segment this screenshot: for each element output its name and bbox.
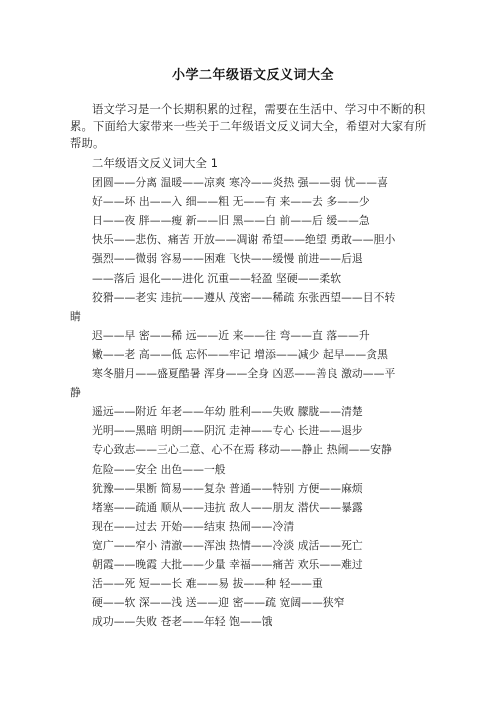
- antonym-line: ——落后 退化——进化 沉重——轻盈 坚硬——柔软: [92, 271, 342, 285]
- antonym-line: 团圆——分离 温暖——凉爽 寒冷——炎热 强——弱 忧——喜: [92, 176, 388, 190]
- antonym-line: 遥远——附近 年老——年幼 胜利——失败 朦胧——清楚: [92, 405, 363, 419]
- antonym-line: 硬——软 深——浅 送——迎 密——疏 宽阔——狭窄: [92, 596, 345, 610]
- antonym-line: 危险——安全 出色——一般: [92, 462, 226, 476]
- intro-paragraph: 语文学习是一个长期积累的过程，需要在生活中、学习中不断的积累。下面给大家带来一些关于二年级语文反义词大全，希望对大家有所帮助。: [70, 103, 427, 150]
- section-heading: 二年级语文反义词大全 1: [92, 157, 219, 170]
- antonym-line: 堵塞——疏通 顺从——违抗 敌人——朋友 潜伏——暴露: [92, 500, 363, 514]
- antonym-line: 寒冬腊月——盛夏酷暑 浑身——全身 凶恶——善良 激动——平: [92, 367, 396, 381]
- antonym-line: 日——夜 胖——瘦 新——旧 黑——白 前——后 缓——急: [92, 214, 370, 228]
- antonym-list: [70, 173, 436, 631]
- antonym-line: 成功——失败 苍老——年轻 饱——饿: [92, 615, 273, 629]
- antonym-line: 强烈——微弱 容易——困难 飞快——缓慢 前进——后退: [92, 252, 363, 266]
- antonym-line: 好——坏 出——入 细——粗 无——有 来——去 多——少: [92, 195, 370, 209]
- antonym-line: 嫩——老 高——低 忘怀——牢记 增添——减少 起早——贪黑: [92, 347, 388, 361]
- antonym-line: 宽广——窄小 清澈——浑浊 热情——冷淡 成活——死亡: [92, 538, 363, 552]
- antonym-line: 光明——黑暗 明朗——阴沉 走神——专心 长进——退步: [92, 424, 363, 438]
- antonym-line: 狡猾——老实 违抗——遵从 茂密——稀疏 东张西望——目不转: [92, 290, 396, 304]
- document-title: 小学二年级语文反义词大全: [171, 68, 334, 83]
- antonym-line-continuation: 静: [70, 386, 81, 400]
- antonym-line: 犹豫——果断 简易——复杂 普通——特别 方便——麻烦: [92, 481, 363, 495]
- antonym-line-continuation: 睛: [70, 309, 81, 323]
- antonym-line: 迟——早 密——稀 远——近 来——往 弯——直 落——升: [92, 328, 370, 342]
- antonym-line: 专心致志——三心二意、心不在焉 移动——静止 热闹——安静: [92, 443, 392, 457]
- antonym-line: 快乐——悲伤、痛苦 开放——凋谢 希望——绝望 勇敢——胆小: [92, 233, 396, 247]
- antonym-line: 活——死 短——长 难——易 拔——种 轻——重: [92, 577, 323, 591]
- antonym-line: 现在——过去 开始——结束 热闹——冷清: [92, 519, 295, 533]
- antonym-line: 朝霞——晚霞 大批——少量 幸福——痛苦 欢乐——难过: [92, 557, 363, 571]
